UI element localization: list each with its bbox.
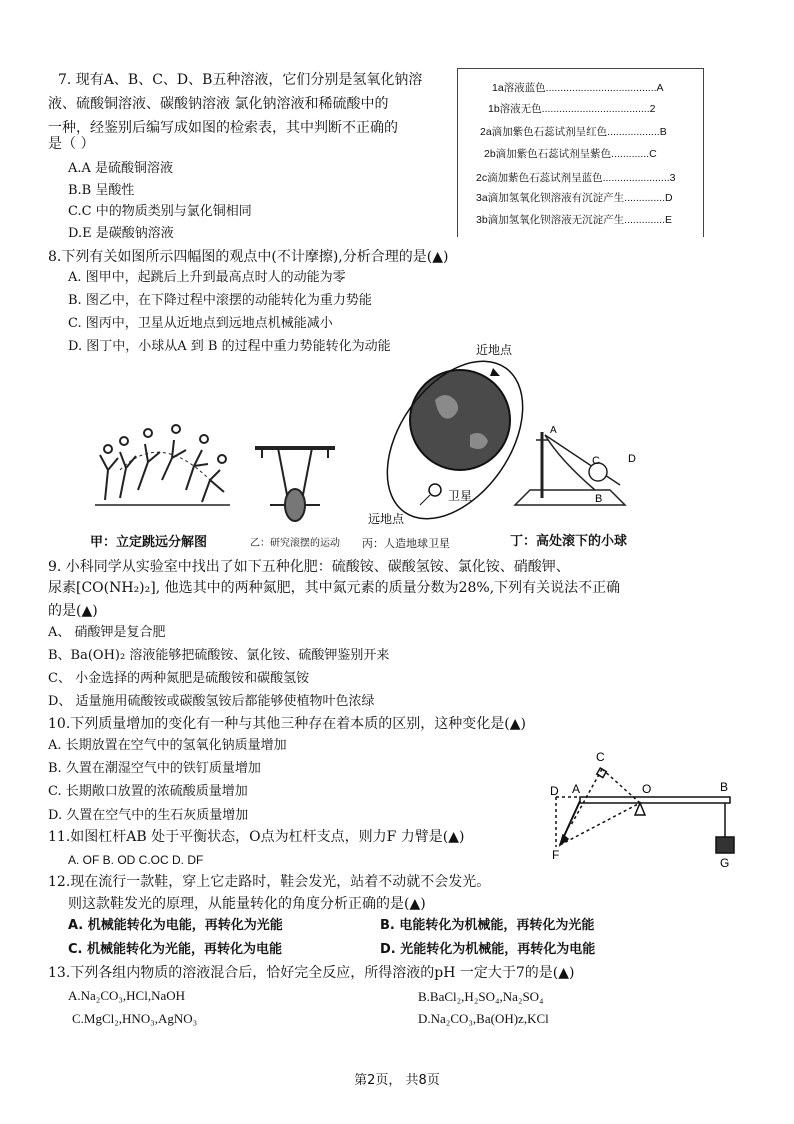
- q7-line2: 液、硫酸铜溶液、碳酸钠溶液 氯化钠溶液和稀硫酸中的: [48, 96, 389, 112]
- caption-yi: 乙：研究滚摆的运动: [250, 538, 340, 549]
- q12-option-c: C. 机械能转化为光能，再转化为电能: [68, 942, 283, 957]
- q9-option-c: C、 小金选择的两种氮肥是硫酸铵和碳酸氢铵: [48, 671, 310, 686]
- rolling-pendulum-drawing: [255, 448, 335, 521]
- q12-line2: 则这款鞋发光的原理，从能量转化的角度分析正确的是(▲): [68, 896, 426, 912]
- q8-figure: [90, 340, 650, 550]
- q10-option-d: D. 久置在空气中的生石灰质量增加: [48, 808, 249, 823]
- q9-option-a: A、 硝酸钾是复合肥: [48, 625, 166, 640]
- q12-option-d: D. 光能转化为机械能，再转化为电能: [380, 942, 596, 957]
- q13-option-c: C.MgCl₂,HNO₃,AgNO₃: [72, 1011, 198, 1026]
- q9-option-d: D、 适量施用硫酸铵或碳酸氢铵后都能够使植物叶色浓绿: [48, 694, 375, 709]
- ball-label-b: B: [595, 493, 603, 505]
- q11-stem: 11.如图杠杆AB 处于平衡状态，O点为杠杆支点，则力F 力臂是(▲): [48, 829, 465, 845]
- q7-key-table: [457, 68, 704, 237]
- page-footer: 第2页， 共8页: [354, 1073, 440, 1088]
- lever-label-f: F: [552, 848, 560, 862]
- lever-label-d: D: [550, 784, 559, 798]
- q7-line1: 7. 现有A、B、C、D、B五种溶液，它们分别是氢氧化钠溶: [58, 72, 423, 88]
- q13-stem: 13.下列各组内物质的溶液混合后，恰好完全反应，所得溶液的pH 一定大于7的是(▲): [48, 965, 575, 981]
- lever-label-a: A: [572, 782, 581, 796]
- key-line-3b: 3b滴加氢氧化钡溶液无沉淀产生..............E: [476, 214, 673, 226]
- caption-jia: 甲：立定跳远分解图: [90, 534, 208, 549]
- q10-stem: 10.下列质量增加的变化有一种与其他三种存在着本质的区别，这种变化是(▲): [48, 716, 526, 732]
- q9-line2: 尿素[CO(NH₂)₂], 他选其中的两种氮肥，其中氮元素的质量分数为28%,下列有关说法不正确: [48, 580, 621, 596]
- q13-option-a: A.Na₂CO₃,HCl,NaOH: [68, 988, 186, 1003]
- q13-option-b: B.BaCl₂,H₂SO₄,Na₂SO₄: [418, 989, 544, 1004]
- q8-option-d: D. 图丁中，小球从A 到 B 的过程中重力势能转化为动能: [68, 339, 391, 354]
- lever-label-o: O: [642, 782, 652, 796]
- ball-label-a: A: [550, 425, 557, 436]
- key-line-1a: 1a溶液蓝色......................................A: [492, 82, 664, 94]
- q10-option-b: B. 久置在潮湿空气中的铁钉质量增加: [48, 761, 261, 776]
- ball-label-c: C: [592, 455, 600, 467]
- ball-label-d: D: [628, 453, 636, 465]
- key-line-2b: 2b滴加紫色石蕊试剂呈紫色.............C: [484, 148, 657, 160]
- q12-option-b: B. 电能转化为机械能，再转化为光能: [380, 918, 595, 933]
- lever-label-c: C: [596, 750, 605, 764]
- lever-label-b: B: [720, 780, 729, 794]
- caption-bing: 丙：人造地球卫星: [362, 538, 450, 550]
- long-jump-drawing: [95, 425, 230, 505]
- key-line-2a: 2a滴加紫色石蕊试剂呈红色..................B: [480, 126, 667, 138]
- key-line-3a: 3a滴加氢氧化钡溶液有沉淀产生..............D: [476, 192, 673, 204]
- q9-option-b: B、Ba(OH)₂ 溶液能够把硫酸铵、氯化铵、硫酸钾鉴别开来: [48, 648, 390, 663]
- q9-line1: 9. 小科同学从实验室中找出了如下五种化肥：硫酸铵、碳酸氢铵、氯化铵、硝酸钾、: [48, 559, 570, 575]
- lever-label-g: G: [720, 856, 730, 870]
- q10-option-c: C. 长期敞口放置的浓硫酸质量增加: [48, 784, 248, 799]
- key-line-2c: 2c滴加紫色石蕊试剂呈蓝色.......................3: [476, 172, 676, 184]
- q8-option-a: A. 图甲中，起跳后上升到最高点时人的动能为零: [68, 270, 346, 285]
- q7-option-a: A.A 是硫酸铜溶液: [68, 161, 174, 176]
- q7-option-d: D.E 是碳酸钠溶液: [68, 226, 174, 241]
- satellite-label: 卫星: [448, 489, 473, 503]
- q8-option-b: B. 图乙中，在下降过程中滚摆的动能转化为重力势能: [68, 293, 372, 308]
- perigee-label: 近地点: [476, 343, 513, 357]
- q9-line3: 的是(▲): [48, 603, 98, 619]
- q12-line1: 12.现在流行一款鞋，穿上它走路时，鞋会发光，站着不动就不会发光。: [48, 874, 491, 890]
- q10-option-a: A. 长期放置在空气中的氢氧化钠质量增加: [48, 738, 287, 753]
- q7-line4: 是（ ）: [48, 136, 95, 152]
- q11-lever-figure: [540, 745, 750, 875]
- q13-option-d: D.Na₂CO₃,Ba(OH)z,KCl: [418, 1011, 549, 1026]
- key-line-1b: 1b溶液无色.....................................2: [488, 103, 656, 115]
- q12-option-a: A. 机械能转化为电能，再转化为光能: [68, 918, 283, 933]
- q7-option-b: B.B 呈酸性: [68, 183, 135, 198]
- rolling-ball-drawing: [515, 432, 625, 505]
- caption-ding: 丁：高处滚下的小球: [510, 533, 628, 548]
- q7-option-c: C.C 中的物质类别与氯化铜相同: [68, 204, 252, 219]
- q11-options: A. OF B. OD C.OC D. DF: [68, 853, 204, 867]
- q8-option-c: C. 图丙中，卫星从近地点到远地点机械能减小: [68, 316, 333, 331]
- q8-stem: 8.下列有关如图所示四幅图的观点中(不计摩擦),分析合理的是(▲): [48, 249, 449, 265]
- q7-line3: 一种，经鉴别后编写成如图的检索表，其中判断不正确的: [48, 120, 398, 136]
- apogee-label: 远地点: [368, 512, 405, 526]
